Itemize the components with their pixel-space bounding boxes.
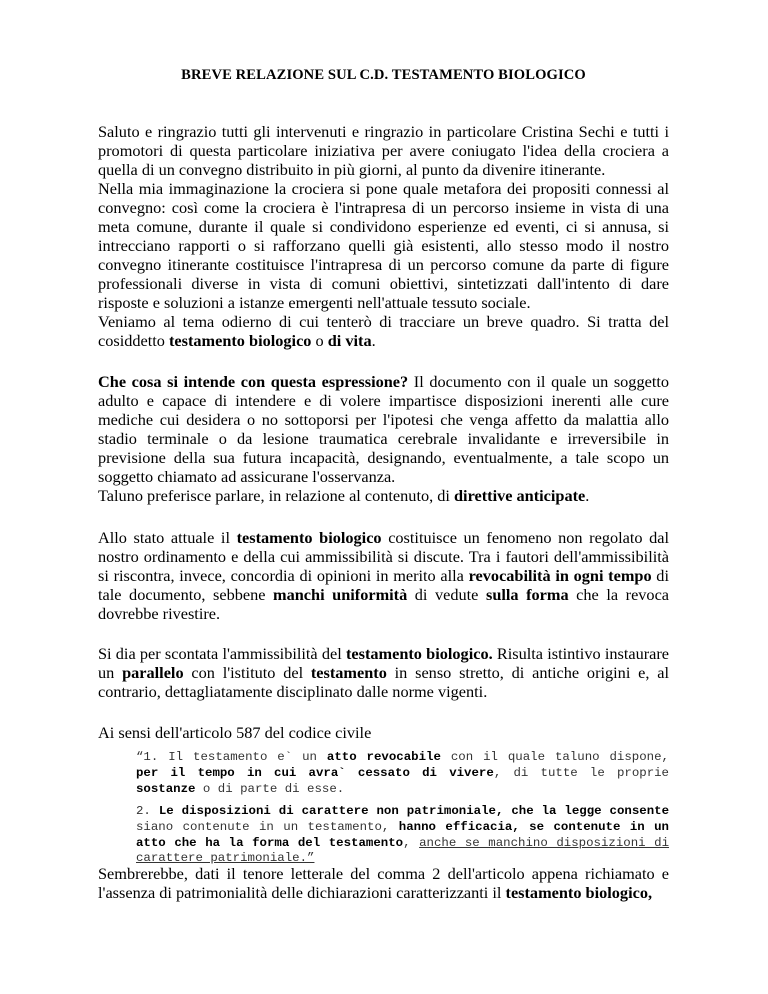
article-quote-comma-2: 2. Le disposizioni di carattere non patrimoniale, che la legge consente siano contenute in un testamento, hanno efficacia, se contenute in un atto che ha la forma del testamento, anche se manchino disposizioni di carattere patrimoniale.” [136,804,670,866]
article-quote-comma-1: “1. Il testamento e` un atto revocabile con il quale taluno dispone, per il tempo in cui avra` cessato di vivere, di tutte le proprie sostanze o di parte di esse. [136,750,669,796]
document-title: BREVE RELAZIONE SUL C.D. TESTAMENTO BIOLOGICO [181,67,586,83]
paragraph-greeting: Saluto e ringrazio tutti gli intervenuti e ringrazio in particolare Cristina Sechi e tutti i promotori di questa particolare iniziativa per avere coniugato l'idea della crociera a quella di un convegno distribuito in più giorni, al punto da divenire itinerante. [98,122,669,179]
paragraph-topic: Veniamo al tema odierno di cui tenterò di tracciare un breve quadro. Si tratta del cosiddetto testamento biologico o di vita. [98,312,669,350]
definition-section [98,372,669,505]
paragraph-definition: Che cosa si intende con questa espressione? Il documento con il quale un soggetto adulto e capace di intendere e di volere impartisce disposizioni inerenti alle cure mediche cui desidera o no sottoporsi per l'ipotesi che venga affetto da malattia allo stadio terminale o da lesione traumatica cerebrale invalidante e irreversibile in previsione della sua futura incapacità, designando, eventualmente, a tale scopo un soggetto chiamato ad assicurane l'osservanza. [98,372,670,486]
intro-section [98,122,669,350]
paragraph-metaphor: Nella mia immaginazione la crociera si pone quale metafora dei propositi connessi al convegno: così come la crociera è l'intrapresa di un percorso insieme in vista di una meta comune, durante il quale si condividono esperienze ed eventi, ci si annusa, si intrecciano rapporti o si rafforzano quelli già esistenti, allo stesso modo il nostro convegno itinerante costituisce l'intrapresa di un percorso comune da parte di figure professionali diverse in vista di comuni obiettivi, sintetizzati dall'intento di dare risposte e soluzioni a istanze emergenti nell'attuale tessuto sociale. [98,179,669,312]
paragraph-current-state: Allo stato attuale il testamento biologico costituisce un fenomeno non regolato dal nostro ordinamento e della cui ammissibilità si discute. Tra i fautori dell'ammissibilità si riscontra, invece, concordia di opinioni in merito alla revocabilità in ogni tempo di tale documento, sebbene manchi uniformità di vedute sulla forma che la revoca dovrebbe rivestire. [98,528,670,623]
paragraph-conclusion: Sembrerebbe, dati il tenore letterale del comma 2 dell'articolo appena richiamato e l'assenza di patrimonialità delle dichiarazioni caratterizzanti il testamento biologico, [98,864,669,902]
paragraph-directives: Taluno preferisce parlare, in relazione al contenuto, di direttive anticipate. [98,486,590,505]
paragraph-parallel: Si dia per scontata l'ammissibilità del testamento biologico. Risulta istintivo instaurare un parallelo con l'istituto del testamento in senso stretto, di antiche origini e, al contrario, dettagliatamente disciplinato dalle norme vigenti. [98,644,670,701]
paragraph-article-intro: Ai sensi dell'articolo 587 del codice civile [98,723,372,742]
